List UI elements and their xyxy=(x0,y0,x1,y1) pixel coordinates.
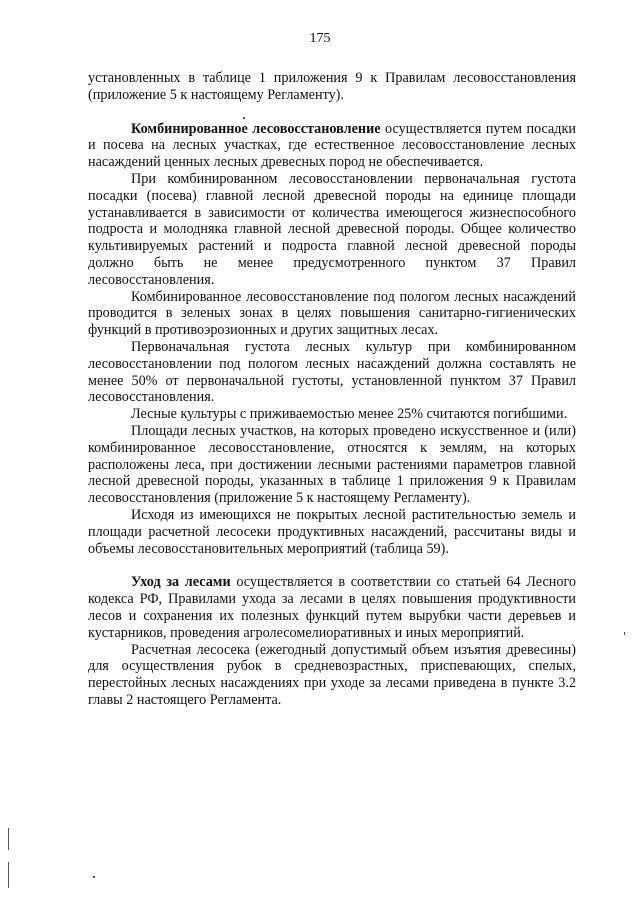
paragraph-lead: Комбинированное лесовосстановление xyxy=(131,120,381,137)
paragraph-text: Площади лесных участков, на которых проведено искусственное и (или) комбинированное лесовосстановление, относятся к землям, на которых расположены леса, при достижении лесными растениями параметров главной лесной древесной породы, указанных в таблице 1 приложения 9 к Правилам лесовосстановления (приложение 5 к настоящему Регламенту). xyxy=(88,422,576,507)
scan-mark-right xyxy=(624,632,625,635)
paragraph-text: Расчетная лесосека (ежегодный допустимый объем изъятия древесины) для осуществления рубок в средневозрастных, приспевающих, спелых, перестойных лесных насаждениях при уходе за лесами приведена в пункте 3.2 главы 2 настоящего Регламента. xyxy=(88,641,576,708)
paragraph-4 xyxy=(88,289,576,339)
paragraph-text: осуществляется путем посадки и посева на лесных участках, где естественное лесовосстановление лесных насаждений ценных лесных древесных пород не обеспечивается. xyxy=(88,120,576,171)
paragraph-10 xyxy=(88,642,576,709)
paragraph-7 xyxy=(88,423,576,507)
paragraph-text: Комбинированное лесовосстановление под пологом лесных насаждений проводится в зеленых зонах в целях повышения санитарно-гигиенических функций в противоэрозионных и других защитных лесах. xyxy=(88,288,576,339)
paragraph-text: Первоначальная густота лесных культур при комбинированном лесовосстановлении под пологом лесных насаждений должна составлять не менее 50% от первоначальной густоты, установленной пунктом 37 Правил лесовосстановления. xyxy=(88,338,576,406)
paragraph-lead: Уход за лесами xyxy=(131,574,231,591)
body-text xyxy=(88,70,576,709)
page-number: 175 xyxy=(309,31,331,46)
scan-mark-left-1 xyxy=(8,828,9,850)
paragraph-1 xyxy=(88,70,576,104)
paragraph-3 xyxy=(88,171,576,289)
scan-mark-top xyxy=(243,117,245,119)
scan-mark-bottom xyxy=(93,876,95,878)
paragraph-text: При комбинированном лесовосстановлении первоначальная густота посадки (посева) главной лесной древесной породы на единице площади устанавливается в зависимости от количества имеющегося жизнеспособного подроста и молодняка главной лесной древесной породы. Общее количество культивируемых растений и подроста главной лесной древесной породы должно быть не менее предусмотренного пунктом 37 Правил лесовосстановления. xyxy=(88,170,576,288)
paragraph-text: осуществляется в соответствии со статьей 64 Лесного кодекса РФ, Правилами ухода за лесами в целях повышения продуктивности лесов и сохранения их полезных функций путем вырубки части деревьев и кустарников, проведения агролесомелиоративных и иных мероприятий. xyxy=(88,574,576,641)
paragraph-forest-care xyxy=(88,574,576,641)
scan-mark-left-2 xyxy=(8,862,9,888)
paragraph-6 xyxy=(88,406,576,423)
paragraph-text: Лесные культуры с приживаемостью менее 25% считаются погибшими. xyxy=(131,406,568,423)
paragraph-combined-reforestation xyxy=(88,121,576,171)
paragraph-text: Исходя из имеющихся не покрытых лесной растительностью земель и площади расчетной лесосеки продуктивных насаждений, рассчитаны виды и объемы лесовосстановительных мероприятий (таблица 59). xyxy=(88,506,576,557)
paragraph-text: установленных в таблице 1 приложения 9 к Правилам лесовосстановления (приложение 5 к настоящему Регламенту). xyxy=(88,70,576,103)
paragraph-8 xyxy=(88,507,576,557)
paragraph-5 xyxy=(88,339,576,406)
